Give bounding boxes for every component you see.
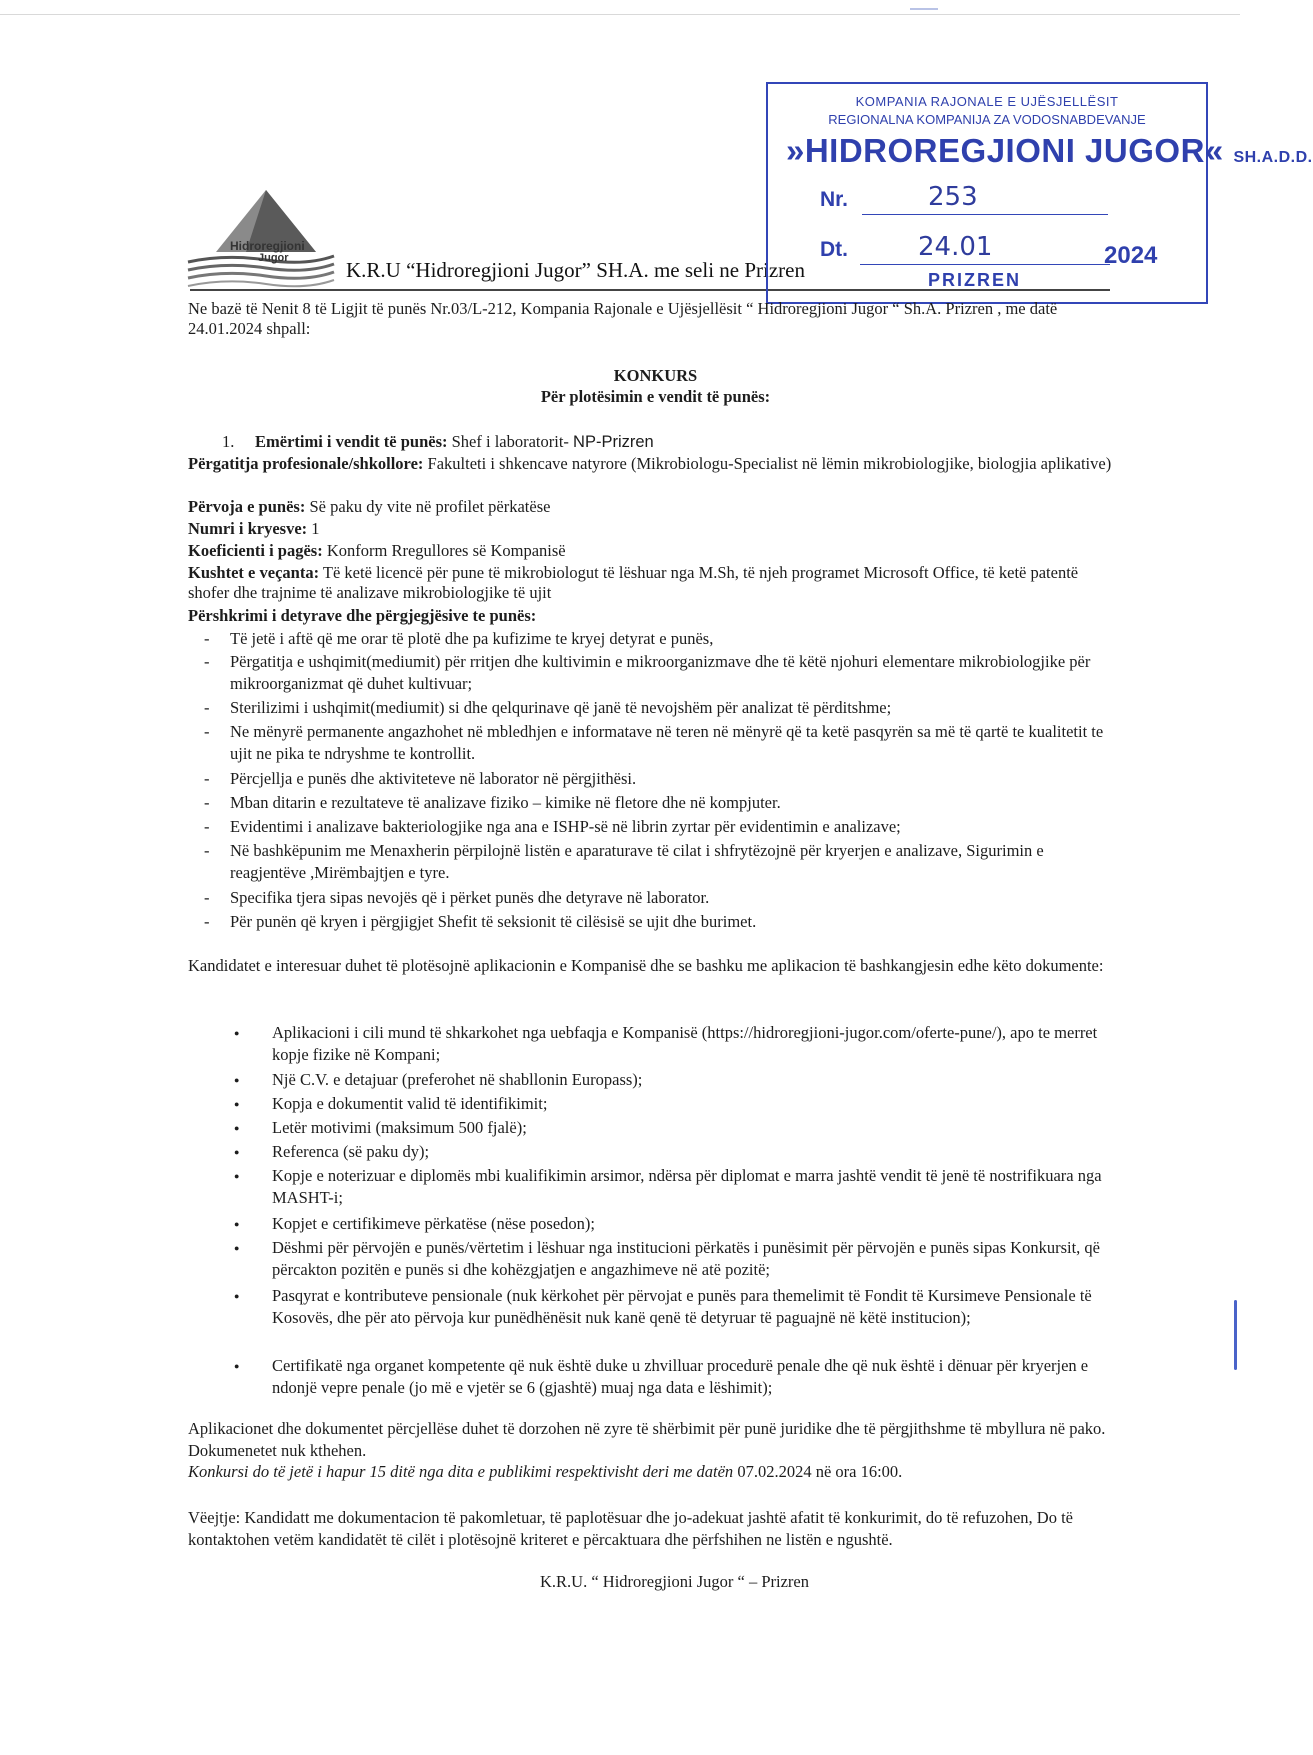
logo-text: Hidroregjioni xyxy=(230,239,305,253)
document-item: ● Kopja e dokumentit valid të identifikimit; xyxy=(272,1093,1124,1115)
position-preparation xyxy=(188,454,1123,474)
stamp-nr-line xyxy=(862,214,1108,215)
konkurs-title: KONKURS xyxy=(613,366,698,385)
stamp-date-line xyxy=(860,264,1110,265)
deadline-date: 07.02.2024 në ora 16:00. xyxy=(737,1462,903,1481)
document-item: ● Dëshmi për përvojën e punës/vërtetim i lëshuar nga institucioni përkatës i punësimit për përvojën e punës sipas Konkursit, që përcakton pozitën e punës si dhe kohëzgjatjen e angazhimeve në atë pozitë; xyxy=(272,1237,1124,1281)
experience-label: Përvoja e punës: xyxy=(188,497,306,516)
duty-item: - Evidentimi i analizave bakteriologjike nga ana e ISHP-së në librin zyrtar për evidentimin e analizave; xyxy=(230,816,1120,838)
stamp-suffix: SH.A.D.D. xyxy=(1233,149,1313,166)
stamp-year: 2024 xyxy=(1104,242,1158,269)
duty-item: - Të jetë i aftë që me orar të plotë dhe pa kufizime te kryej detyrat e punës, xyxy=(230,628,1120,650)
pay-value: Konform Rregullores së Kompanisë xyxy=(326,541,566,560)
count-value: 1 xyxy=(311,519,320,538)
duty-item: - Specifika tjera sipas nevojës që i përket punës dhe detyrave në laborator. xyxy=(230,887,1120,909)
note-paragraph: Vëejtje: Kandidatt me dokumentacion të pakomletuar, të paplotësuar dhe jo-adekuat jashtë afatit të konkurimit, do të refuzohen, Do të kontaktohen vetëm kandidatët të cilët i plotësojnë kriteret e përcaktuara dhe përfshihen ne listën e ngushtë. xyxy=(188,1508,1073,1549)
document-item: ● Kopje e noterizuar e diplomës mbi kualifikimin arsimor, ndërsa për diplomat e marra jashtë vendit të jenë të nostrifikuara nga MASHT-i; xyxy=(272,1165,1124,1209)
document-item: ● Një C.V. e detajuar (preferohet në shabllonin Europass); xyxy=(272,1069,1124,1091)
preparation-label: Përgatitja profesionale/shkollore: xyxy=(188,454,424,473)
stamp-city: PRIZREN xyxy=(928,270,1022,290)
stamp-company-name xyxy=(786,132,1313,170)
stamp-date-label: Dt. xyxy=(820,238,848,261)
position-number: 1. xyxy=(222,432,235,451)
company-header: K.R.U “Hidroregjioni Jugor” SH.A. me seli ne Prizren xyxy=(346,258,805,282)
intro-paragraph: Ne bazë të Nenit 8 të Ligjit të punës Nr.03/L-212, Kompania Rajonale e Ujësjellësit “ Hidroregjioni Jugor “ Sh.A. Prizren , me datë 24.01.2024 shpall: xyxy=(188,299,1058,338)
document-item: ● Pasqyrat e kontributeve pensionale (nuk kërkohet për përvojat e punës para themelimit të Fondit të Kursimeve Pensionale të Kosovës, dhe për ato përvoja kur punëdhënësit nuk kanë qenë të detyruar të paguajnë në këtë institucion); xyxy=(272,1285,1124,1329)
duties-label: Përshkrimi i detyrave dhe përgjegjësive te punës: xyxy=(188,606,537,625)
page-top-border xyxy=(0,14,1240,15)
position-name-suffix: NP-Prizren xyxy=(573,433,654,451)
scan-mark xyxy=(910,8,938,10)
submission-paragraph: Aplikacionet dhe dokumentet përcjellëse duhet të dorzohen në zyre të shërbimit për punë juridike dhe të përgjithshme të mbyllura në pako. Dokumenetet nuk kthehen. xyxy=(188,1419,1106,1460)
special-label: Kushtet e veçanta: xyxy=(188,563,320,582)
duty-item: - Ne mënyrë permanente angazhohet në mbledhjen e informatave në teren në mënyrë që ta ketë pasqyrën sa më të qartë te kualitetit te ujit ne pika te ndryshme te kontrollit. xyxy=(230,721,1120,765)
position-experience xyxy=(188,497,1123,517)
stamp-name: »HIDROREGJIONI JUGOR« xyxy=(786,132,1224,169)
document-item: ● Letër motivimi (maksimum 500 fjalë); xyxy=(272,1117,1124,1139)
scan-artifact xyxy=(1234,1300,1237,1370)
deadline-paragraph xyxy=(188,1462,1123,1482)
candidates-intro: Kandidatet e interesuar duhet të plotësojnë aplikacionin e Kompanisë dhe se bashku me aplikacion të bashkangjesin edhe këto dokumente: xyxy=(188,956,1104,975)
duty-item: - Mban ditarin e rezultateve të analizave fiziko – kimike në fletore dhe në kompjuter. xyxy=(230,792,1120,814)
experience-value: Së paku dy vite në profilet përkatëse xyxy=(309,497,551,516)
stamp-date-value: 24.01 xyxy=(918,232,993,262)
special-value: Të ketë licencë për pune të mikrobiologut të lëshuar nga M.Sh, të njeh programet Microsoft Office, të ketë patentë shofer dhe trajnime të analizave mikrobiologjike të ujit xyxy=(188,563,1079,602)
stamp-nr-value: 253 xyxy=(928,182,978,212)
duties-heading xyxy=(188,606,1123,626)
document-item: ● Aplikacioni i cili mund të shkarkohet nga uebfaqja e Kompanisë (https://hidroregjioni-jugor.com/oferte-pune/), apo te merret kopje fizike në Kompani; xyxy=(272,1022,1124,1066)
position-name-value: Shef i laboratorit- xyxy=(451,432,569,451)
position-pay xyxy=(188,541,1123,561)
document-item: ● Referenca (së paku dy); xyxy=(272,1141,1124,1163)
document-item: ● Certifikatë nga organet kompetente që nuk është duke u zhvilluar procedurë penale dhe që nuk është i dënuar për kryerjen e ndonjë vepre penale (jo më e vjetër se 6 (gjashtë) muaj nga data e lëshimit); xyxy=(272,1355,1124,1399)
preparation-value: Fakulteti i shkencave natyrore (Mikrobiologu-Specialist në lëmin mikrobiologjike, biologjia aplikative) xyxy=(427,454,1112,473)
position-name-label: Emërtimi i vendit të punës: xyxy=(255,432,448,451)
duty-item: - Përgatitja e ushqimit(mediumit) për rritjen dhe kultivimin e mikroorganizmave dhe të këtë njohuri elementare mikrobiologjike për mikroorganizmat që duhet kultivuar; xyxy=(230,651,1120,695)
position-title xyxy=(222,432,1102,452)
registry-stamp xyxy=(766,82,1313,304)
logo-subtext: Jugor xyxy=(258,252,289,264)
duty-item: - Përcjellja e punës dhe aktiviteteve në laborator në përgjithësi. xyxy=(230,768,1120,790)
stamp-line-1: KOMPANIA RAJONALE E UJËSJELLËSIT xyxy=(855,94,1119,109)
pay-label: Koeficienti i pagës: xyxy=(188,541,323,560)
position-count xyxy=(188,519,1123,539)
document-item: ● Kopjet e certifikimeve përkatëse (nëse posedon); xyxy=(272,1213,1124,1235)
deadline-text: Konkursi do të jetë i hapur 15 ditë nga dita e publikimi respektivisht deri me datën xyxy=(188,1462,734,1481)
signature-line: K.R.U. “ Hidroregjioni Jugor “ – Prizren xyxy=(540,1572,809,1591)
stamp-line-2: REGIONALNA KOMPANIJA ZA VODOSNABDEVANJE xyxy=(828,112,1146,127)
duty-item: - Për punën që kryen i përgjigjet Shefit të seksionit të cilësisë se ujit dhe burimet. xyxy=(230,911,1120,933)
konkurs-subtitle: Për plotësimin e vendit të punës: xyxy=(540,387,771,406)
count-label: Numri i kryesve: xyxy=(188,519,308,538)
position-special xyxy=(188,563,1123,603)
duty-item: - Në bashkëpunim me Menaxherin përpilojnë listën e aparaturave të cilat i shfrytëzojnë për kryerjen e analizave, Sigurimin e reagjentëve ,Mirëmbajtjen e tyre. xyxy=(230,840,1120,884)
stamp-nr-label: Nr. xyxy=(820,188,849,211)
duty-item: - Sterilizimi i ushqimit(mediumit) si dhe qelqurinave që janë të nevojshëm për analizat të përditshme; xyxy=(230,697,1120,719)
